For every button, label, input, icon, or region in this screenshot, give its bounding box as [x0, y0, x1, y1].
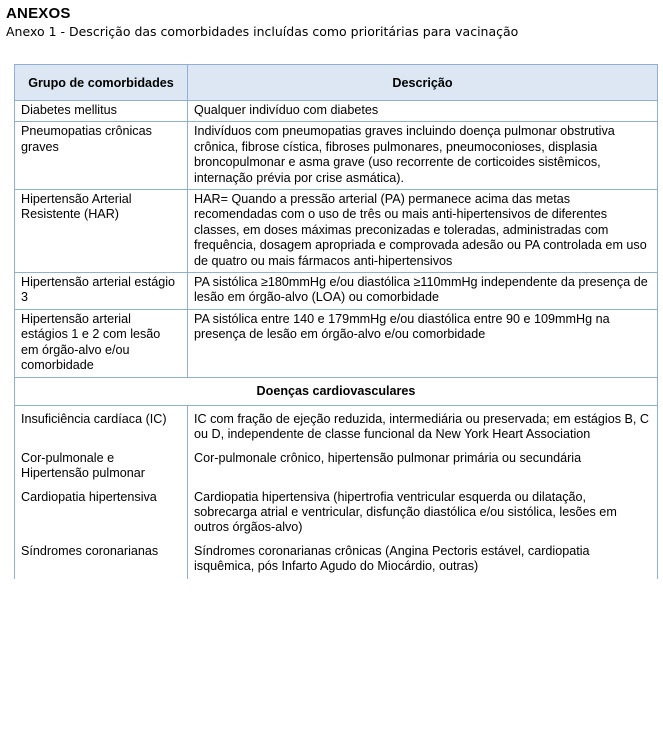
table-row — [15, 447, 658, 486]
row-description: Qualquer indivíduo com diabetes — [188, 101, 658, 122]
comorbidities-table-container — [14, 64, 657, 579]
comorbidities-table — [14, 64, 658, 579]
annex-subtitle: Anexo 1 - Descrição das comorbidades incluídas como prioritárias para vacinação — [6, 24, 519, 39]
row-group: Pneumopatias crônicas graves — [15, 122, 188, 190]
header-description: Descrição — [188, 65, 658, 101]
header-group: Grupo de comorbidades — [15, 65, 188, 101]
row-description: PA sistólica entre 140 e 179mmHg e/ou diastólica entre 90 e 109mmHg na presença de lesão em órgão-alvo e/ou comorbidade — [188, 309, 658, 377]
row-group: Síndromes coronarianas — [15, 540, 188, 579]
row-group: Hipertensão Arterial Resistente (HAR) — [15, 190, 188, 273]
row-group: Cor-pulmonale e Hipertensão pulmonar — [15, 447, 188, 486]
row-description: PA sistólica ≥180mmHg e/ou diastólica ≥110mmHg independente da presença de lesão em órgão-alvo (LOA) ou comorbidade — [188, 273, 658, 310]
document-title: ANEXOS — [6, 5, 71, 22]
row-description: Síndromes coronarianas crônicas (Angina Pectoris estável, cardiopatia isquêmica, pós Infarto Agudo do Miocárdio, outras) — [188, 540, 658, 579]
row-description: Cor-pulmonale crônico, hipertensão pulmonar primária ou secundária — [188, 447, 658, 486]
row-group: Hipertensão arterial estágios 1 e 2 com lesão em órgão-alvo e/ou comorbidade — [15, 309, 188, 377]
row-group: Insuficiência cardíaca (IC) — [15, 405, 188, 446]
table-header-row — [15, 65, 658, 101]
table-row — [15, 540, 658, 579]
table-row — [15, 101, 658, 122]
table-row — [15, 122, 658, 190]
row-description: Cardiopatia hipertensiva (hipertrofia ventricular esquerda ou dilatação, sobrecarga atrial e ventricular, disfunção diastólica e/ou sistólica, lesões em outros órgãos-alvo) — [188, 486, 658, 540]
table-row — [15, 273, 658, 310]
row-group: Diabetes mellitus — [15, 101, 188, 122]
table-row — [15, 190, 658, 273]
section-header-row — [15, 377, 658, 405]
section-title: Doenças cardiovasculares — [15, 377, 658, 405]
row-description: Indivíduos com pneumopatias graves incluindo doença pulmonar obstrutiva crônica, fibrose cística, fibroses pulmonares, pneumoconioses, displasia broncopulmonar e asma grave (uso recorrente de corticoides sistêmicos, internação prévia por crise asmática). — [188, 122, 658, 190]
row-description: IC com fração de ejeção reduzida, intermediária ou preservada; em estágios B, C ou D, independente de classe funcional da New York Heart Association — [188, 405, 658, 446]
row-group: Cardiopatia hipertensiva — [15, 486, 188, 540]
table-row — [15, 486, 658, 540]
row-description: HAR= Quando a pressão arterial (PA) permanece acima das metas recomendadas com o uso de três ou mais anti-hipertensivos de diferentes classes, em doses máximas preconizadas e toleradas, administradas com frequência, dosagem apropriada e comprovada adesão ou PA controlada em uso de quatro ou mais fármacos anti-hipertensivos — [188, 190, 658, 273]
table-row — [15, 405, 658, 446]
row-group: Hipertensão arterial estágio 3 — [15, 273, 188, 310]
table-row — [15, 309, 658, 377]
